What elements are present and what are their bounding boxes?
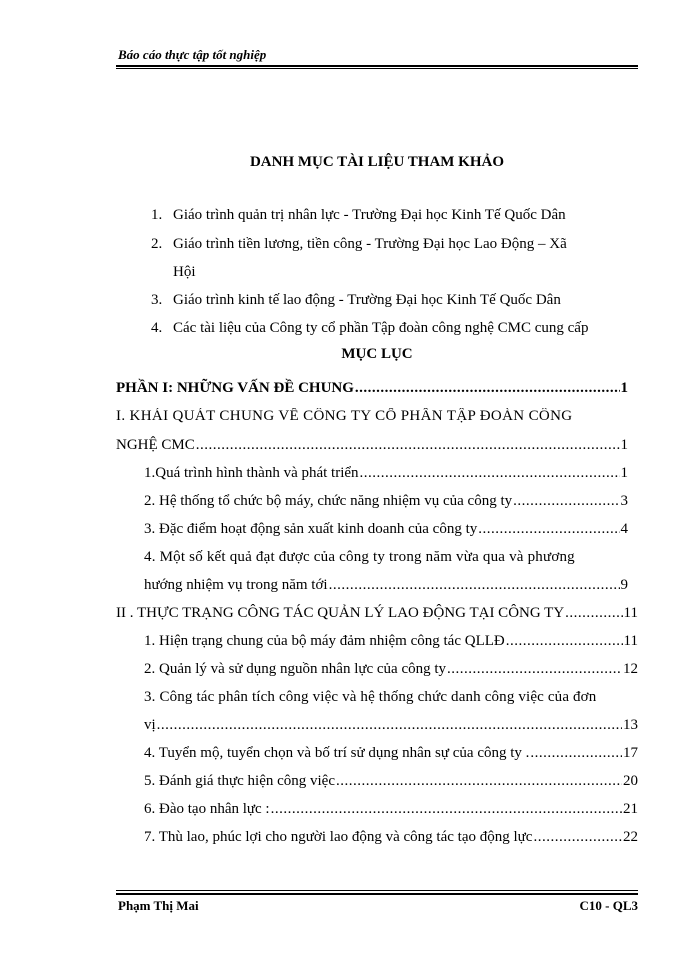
reference-number: 2.	[151, 236, 163, 252]
toc-entry	[144, 521, 628, 538]
toc-entry-text: 7. Thù lao, phúc lợi cho người lao động và công tác tạo động lực	[144, 829, 533, 845]
toc-entry	[144, 773, 638, 790]
toc-leader-dots	[478, 521, 619, 538]
toc-entry	[144, 465, 628, 482]
toc-page-number: 9	[620, 577, 628, 593]
toc-entry-heading-line: I. KHÁI QUÁT CHUNG VỀ CÔNG TY CỔ PHẦN TẬP ĐOÀN CÔNG	[116, 408, 573, 424]
toc-page-number: 13	[623, 717, 638, 733]
toc-leader-dots	[329, 577, 620, 594]
toc-leader-dots	[157, 717, 622, 734]
reference-number: 1.	[151, 207, 163, 223]
toc-leader-dots	[530, 745, 622, 762]
toc-entry	[144, 801, 638, 818]
toc-page-number: 1	[620, 465, 628, 481]
toc-entry-text: hướng nhiệm vụ trong năm tới	[144, 577, 328, 593]
toc-page-number: 12	[623, 661, 638, 677]
reference-text-continued: Hội	[173, 264, 196, 280]
toc-entry	[144, 745, 638, 762]
toc-entry-text: 5. Đánh giá thực hiện công việc	[144, 773, 335, 789]
toc-entry-text: PHẦN I: NHỮNG VẤN ĐỀ CHUNG	[116, 380, 354, 396]
toc-entry-text: 4. Tuyển mộ, tuyển chọn và bố trí sử dụng nhân sự của công ty .	[144, 745, 530, 761]
footer-divider	[116, 890, 638, 891]
toc-leader-dots	[506, 633, 623, 650]
reference-item	[151, 236, 567, 253]
toc-entry	[116, 605, 638, 622]
toc-entry-text: 3. Đặc điểm hoạt động sản xuất kinh doanh của công ty	[144, 521, 478, 537]
toc-page-number: 1	[620, 437, 628, 453]
toc-leader-dots	[360, 465, 620, 482]
toc-entry	[144, 493, 628, 510]
toc-page-number: 1	[620, 380, 628, 396]
toc-page-number: 22	[623, 829, 638, 845]
toc-entry-text: 2. Quản lý và sử dụng nguồn nhân lực của công ty	[144, 661, 447, 677]
toc-entry	[116, 437, 628, 454]
toc-leader-dots	[355, 380, 620, 397]
reference-item	[151, 292, 561, 309]
toc-entry-text: 1.Quá trình hình thành và phát triển	[144, 465, 359, 481]
toc-entry-text: II . THỰC TRẠNG CÔNG TÁC QUẢN LÝ LAO ĐỘNG TẠI CÔNG TY	[116, 605, 565, 621]
toc-page-number: 17	[623, 745, 638, 761]
toc-page-number: 4	[620, 521, 628, 537]
toc-entry-heading-line: 3. Công tác phân tích công việc và hệ thống chức danh công việc của đơn	[144, 689, 597, 705]
reference-item	[151, 207, 566, 224]
header-title: Báo cáo thực tập tốt nghiệp	[118, 47, 267, 62]
toc-entry-text: 1. Hiện trạng chung của bộ máy đảm nhiệm công tác QLLĐ	[144, 633, 505, 649]
toc-entry-text: 2. Hệ thống tổ chức bộ máy, chức năng nhiệm vụ của công ty	[144, 493, 513, 509]
toc-entry	[144, 661, 638, 678]
toc-entry	[144, 577, 628, 594]
reference-text: Giáo trình quản trị nhân lực - Trường Đại học Kinh Tế Quốc Dân	[173, 207, 566, 223]
toc-entry-heading-line: 4. Một số kết quả đạt được của công ty trong năm vừa qua và phương	[144, 549, 575, 565]
toc-page-number: 3	[620, 493, 628, 509]
reference-number: 3.	[151, 292, 163, 308]
toc-entry	[116, 380, 628, 397]
toc-entry-text: NGHỆ CMC	[116, 437, 195, 453]
toc-entry-text: vị	[144, 717, 156, 733]
toc-leader-dots	[565, 605, 622, 622]
toc-leader-dots	[447, 661, 622, 678]
toc-page-number: 21	[623, 801, 638, 817]
reference-text: Giáo trình kinh tế lao động - Trường Đại học Kinh Tế Quốc Dân	[173, 292, 561, 308]
toc-entry	[144, 829, 638, 846]
toc-entry	[144, 633, 638, 650]
toc-page-number: 20	[623, 773, 638, 789]
footer-author: Phạm Thị Mai	[118, 898, 199, 913]
toc-leader-dots	[336, 773, 622, 790]
toc-entry	[144, 717, 638, 734]
toc-leader-dots	[533, 829, 622, 846]
footer-class-code: C10 - QL3	[579, 898, 638, 913]
toc-leader-dots	[196, 437, 620, 454]
toc-leader-dots	[513, 493, 619, 510]
reference-text: Các tài liệu của Công ty cổ phần Tập đoàn công nghệ CMC cung cấp	[173, 320, 589, 336]
reference-text: Giáo trình tiền lương, tiền công - Trường Đại học Lao Động – Xã	[173, 236, 567, 252]
toc-entry-text: 6. Đào tạo nhân lực :	[144, 801, 270, 817]
header-divider	[116, 65, 638, 69]
references-title: DANH MỤC TÀI LIỆU THAM KHẢO	[249, 154, 505, 170]
toc-page-number: 11	[623, 633, 638, 649]
toc-title: MỤC LỤC	[341, 346, 413, 362]
reference-number: 4.	[151, 320, 163, 336]
toc-page-number: 11	[623, 605, 638, 621]
footer-divider-thick	[116, 893, 638, 895]
reference-item	[151, 320, 588, 337]
toc-leader-dots	[271, 801, 622, 818]
